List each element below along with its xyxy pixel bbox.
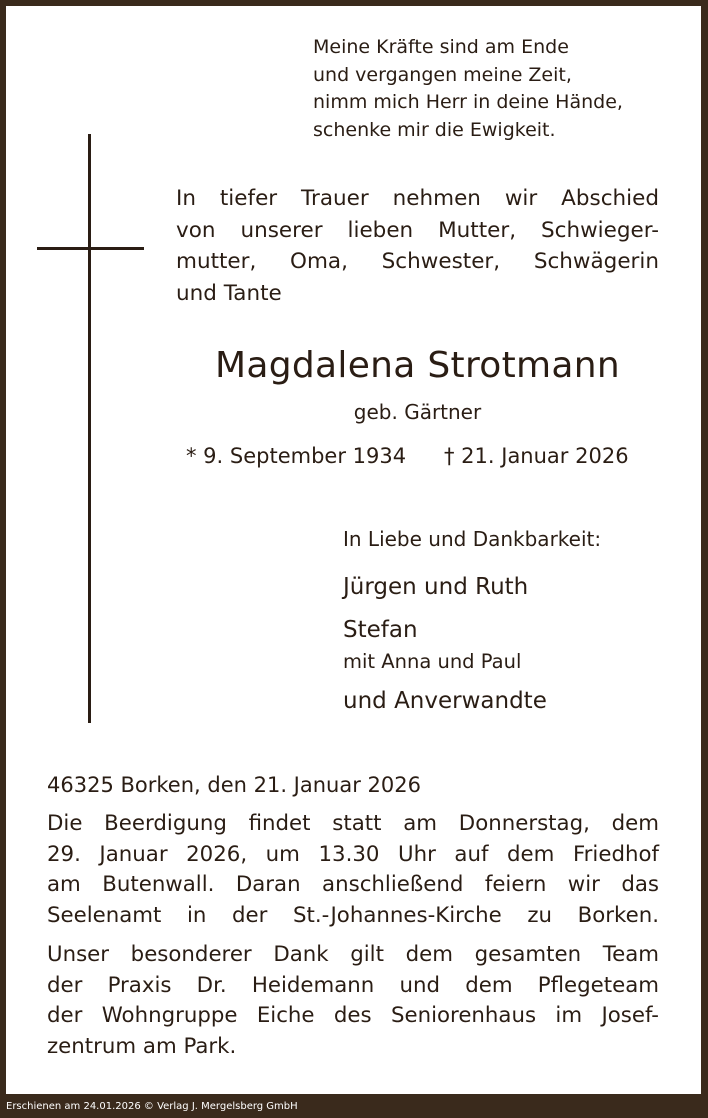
birth-date: * 9. September 1934 xyxy=(186,444,407,468)
funeral-line: 29. Januar 2026, um 13.30 Uhr auf dem Friedhof xyxy=(47,841,659,867)
mourner-entry: Stefan xyxy=(343,617,418,643)
place-date: 46325 Borken, den 21. Januar 2026 xyxy=(47,773,421,797)
poem-line: und vergangen meine Zeit, xyxy=(313,63,572,86)
poem xyxy=(313,34,623,144)
funeral-line: Seelenamt in der St.-Johannes-Kirche zu Borken. xyxy=(47,902,659,928)
intro-line: von unserer lieben Mutter, Schwieger- xyxy=(176,217,659,243)
mourner-entry: mit Anna und Paul xyxy=(343,650,522,673)
death-date: † 21. Januar 2026 xyxy=(444,444,629,468)
funeral-info xyxy=(47,809,659,931)
intro-line: In tiefer Trauer nehmen wir Abschied xyxy=(176,186,659,211)
funeral-line: Die Beerdigung findet statt am Donnerstag, dem xyxy=(47,811,659,836)
birth-name: geb. Gärtner xyxy=(353,400,482,424)
gratitude-line: der Praxis Dr. Heidemann und dem Pflegeteam xyxy=(47,972,659,998)
intro-line: und Tante xyxy=(176,280,282,306)
mourners-heading: In Liebe und Dankbarkeit: xyxy=(343,527,602,551)
mourner-entry: und Anverwandte xyxy=(343,688,547,714)
publication-footer: Erschienen am 24.01.2026 © Verlag J. Mergelsberg GmbH xyxy=(6,1101,298,1112)
gratitude-line: der Wohngruppe Eiche des Seniorenhaus im Josef- xyxy=(47,1003,659,1028)
cross-icon-vertical-bar xyxy=(88,134,91,723)
poem-line: Meine Kräfte sind am Ende xyxy=(313,36,569,58)
gratitude-line: zentrum am Park. xyxy=(47,1033,237,1059)
poem-line: nimm mich Herr in deine Hände, xyxy=(313,91,623,113)
cross-icon-horizontal-bar xyxy=(37,247,144,250)
intro-line: mutter, Oma, Schwester, Schwägerin xyxy=(176,249,659,274)
obituary-notice xyxy=(6,6,701,1094)
gratitude-line: Unser besonderer Dank gilt dem gesamten Team xyxy=(47,942,659,967)
mourner-entry: Jürgen und Ruth xyxy=(343,574,529,600)
poem-line: schenke mir die Ewigkeit. xyxy=(313,118,556,141)
mourning-intro xyxy=(176,183,659,309)
deceased-name: Magdalena Strotmann xyxy=(215,345,620,386)
funeral-line: am Butenwall. Daran anschließend feiern wir das xyxy=(47,872,659,897)
gratitude-note xyxy=(47,940,659,1062)
